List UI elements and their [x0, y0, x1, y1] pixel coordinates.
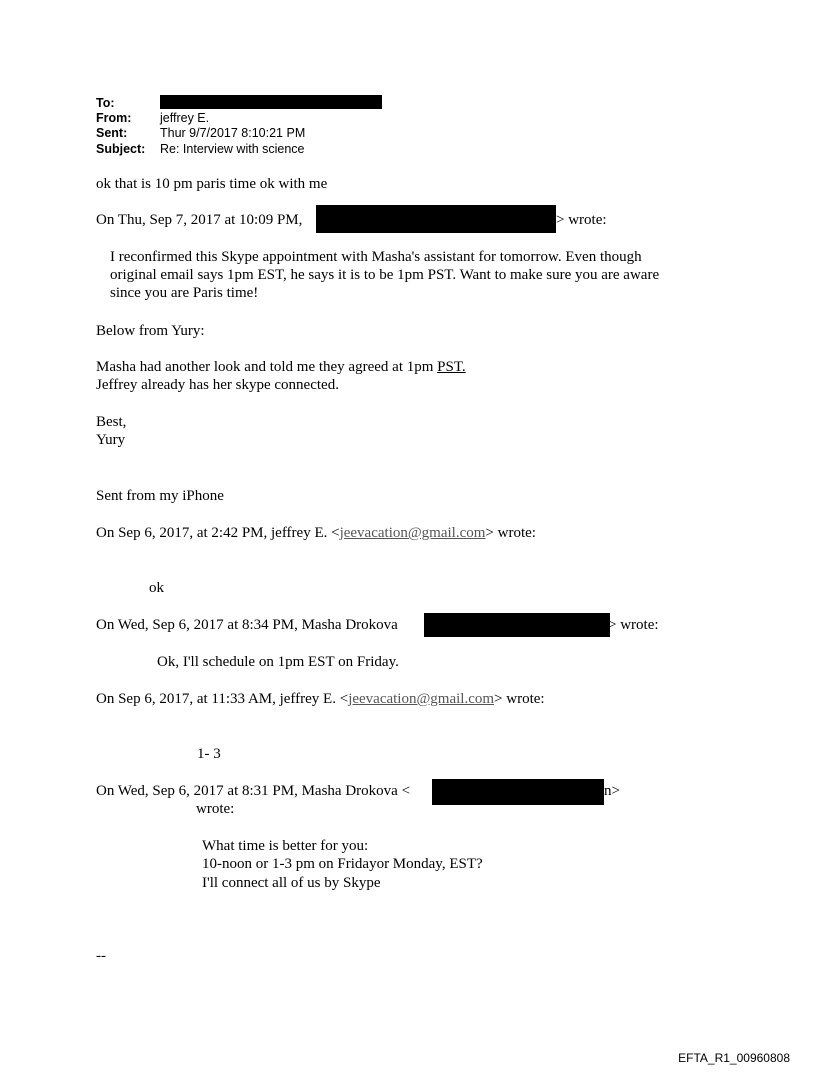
- schedule-line: Ok, I'll schedule on 1pm EST on Friday.: [157, 654, 399, 670]
- quote3-wrote: > wrote:: [608, 617, 659, 633]
- ok-reply: ok: [149, 580, 164, 596]
- from-value: jeffrey E.: [160, 111, 210, 125]
- pst-link[interactable]: PST.: [437, 359, 466, 375]
- quote2-suffix: > wrote:: [485, 525, 536, 541]
- sent-label: Sent:: [96, 126, 128, 140]
- reply-line: ok that is 10 pm paris time ok with me: [96, 176, 328, 192]
- quote5-intro: On Wed, Sep 6, 2017 at 8:31 PM, Masha Drokova <: [96, 783, 411, 799]
- quote1-wrote: > wrote:: [556, 212, 607, 228]
- quote2-line: [96, 524, 536, 542]
- from-label: From:: [96, 111, 132, 125]
- quote5-wrote: wrote:: [196, 801, 235, 817]
- yury-line-2: Jeffrey already has her skype connected.: [96, 377, 339, 393]
- quote4-suffix: > wrote:: [494, 691, 545, 707]
- redacted-sender-1: [316, 205, 556, 233]
- yury-line-1: [96, 358, 466, 376]
- sent-value: Thur 9/7/2017 8:10:21 PM: [160, 126, 306, 140]
- signature-dashes: --: [96, 948, 106, 964]
- options-line: 10-noon or 1-3 pm on Fridayor Monday, EST?: [202, 856, 483, 872]
- yury-line-1-text: Masha had another look and told me they agreed at 1pm: [96, 359, 438, 375]
- redacted-sender-2: [424, 613, 610, 637]
- document-id: EFTA_R1_00960808: [678, 1051, 790, 1065]
- quote1-line-2: original email says 1pm EST, he says it is to be 1pm PST. Want to make sure you are aware: [110, 267, 660, 283]
- yury-signature: Yury: [96, 432, 126, 448]
- quote4-line: [96, 690, 545, 708]
- quote4-prefix: On Sep 6, 2017, at 11:33 AM, jeffrey E. <: [96, 691, 349, 707]
- quote1-line-3: since you are Paris time!: [110, 285, 259, 301]
- quote1-line-1: I reconfirmed this Skype appointment with Masha's assistant for tomorrow. Even though: [110, 249, 642, 265]
- email-link-1[interactable]: jeevacation@gmail.com: [339, 525, 486, 541]
- subject-value: Re: Interview with science: [160, 142, 305, 156]
- redacted-sender-3: [432, 779, 604, 805]
- redacted-to-address: [160, 95, 382, 109]
- quote5-tail: n>: [604, 783, 620, 799]
- connect-line: I'll connect all of us by Skype: [202, 875, 381, 891]
- email-link-2[interactable]: jeevacation@gmail.com: [348, 691, 495, 707]
- one-three-reply: 1- 3: [197, 746, 221, 762]
- quote1-intro: On Thu, Sep 7, 2017 at 10:09 PM,: [96, 212, 303, 228]
- subject-label: Subject:: [96, 142, 146, 156]
- best: Best,: [96, 414, 127, 430]
- quote2-prefix: On Sep 6, 2017, at 2:42 PM, jeffrey E. <: [96, 525, 340, 541]
- below-from: Below from Yury:: [96, 323, 205, 339]
- quote3-intro: On Wed, Sep 6, 2017 at 8:34 PM, Masha Drokova: [96, 617, 398, 633]
- to-label: To:: [96, 96, 115, 110]
- what-time-line: What time is better for you:: [202, 838, 369, 854]
- sent-from-iphone: Sent from my iPhone: [96, 488, 224, 504]
